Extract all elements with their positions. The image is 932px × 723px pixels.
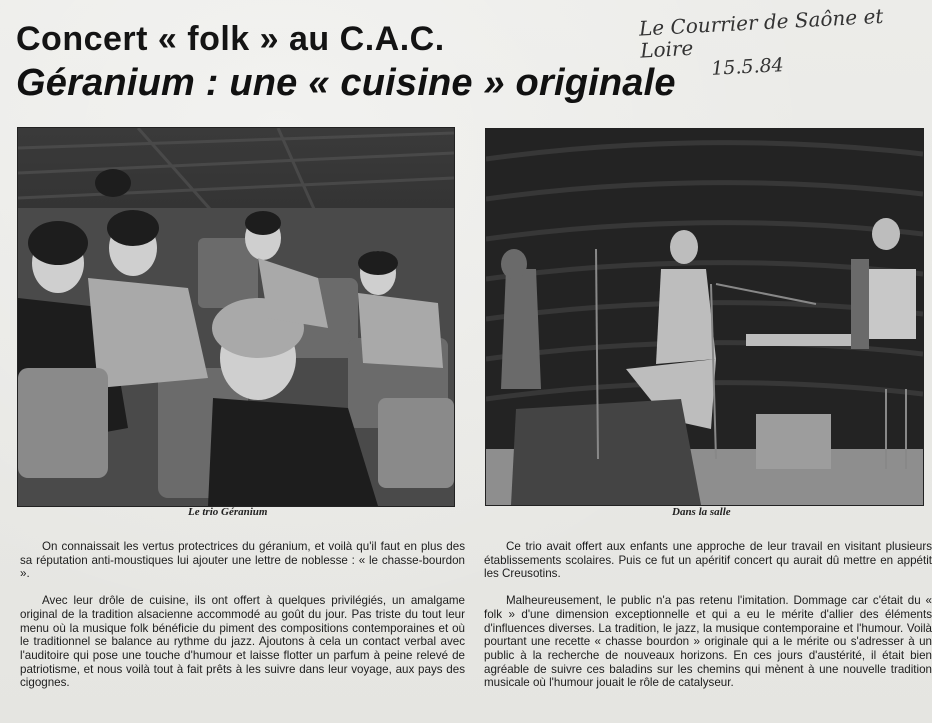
paragraph: Malheureusement, le public n'a pas retenu l'imitation. Dommage car c'était du « folk » d'une dimension exceptionnelle et qui a eu le mérite d'allier des éléments d'influences diverses. La tradition, le jazz, la musique contemporaine et l'humour. Voilà pourtant une recette « chasse bourdon » originale qui a le mérite ou s'adresser à un public à la recherche de nouveaux horizons. En ces jours d'austérité, il était bien agréable de suivre ces baladins sur les chemins qui mènent à une nouvelle tradition musicale où l'humour jouait le rôle de catalyseur. (484, 594, 932, 690)
photo-caption-left: Le trio Géranium (188, 506, 268, 518)
photo-audience (17, 127, 455, 507)
photo-audience-image (18, 128, 454, 506)
paragraph: Avec leur drôle de cuisine, ils ont offert à quelques privilégiés, un amalgame original de la tradition alsacienne accommodé au goût du jour. Pas triste du tout leur menu où la musique folk bénéficie du piment des compositions contemporaines et où le traditionnel se balance au rythme du jazz. Ajoutons à cela un contact verbal avec l'auditoire qui pose une touche d'humour et laisse flotter un parfum à peine relevé de patriotisme, et nous voilà tout à fait prêts à les suivre dans leur voyage, aux pays des cigognes. (20, 594, 465, 690)
paragraph: On connaissait les vertus protectrices du géranium, et voilà qu'il faut en plus des sa réputation anti-moustiques lui ajouter une lettre de noblesse : « le chasse-bourdon ». (20, 540, 465, 581)
article-column-left (20, 540, 465, 703)
photo-stage-image (486, 129, 923, 505)
paragraph: Ce trio avait offert aux enfants une approche de leur travail en visitant plusieurs établissements scolaires. Puis ce fut un apéritif concert qu aurait dû mettre en appétit les Creusotins. (484, 540, 932, 581)
headline: Concert « folk » au C.A.C. (16, 20, 445, 58)
photo-caption-right: Dans la salle (672, 506, 731, 518)
handwritten-annotation (638, 2, 931, 83)
photo-stage (485, 128, 924, 506)
handwritten-date: 15.5.84 (710, 54, 785, 80)
article-column-right (484, 540, 932, 703)
handwritten-source: Le Courrier de Saône et Loire (638, 3, 884, 63)
subheadline: Géranium : une « cuisine » originale (16, 62, 676, 104)
